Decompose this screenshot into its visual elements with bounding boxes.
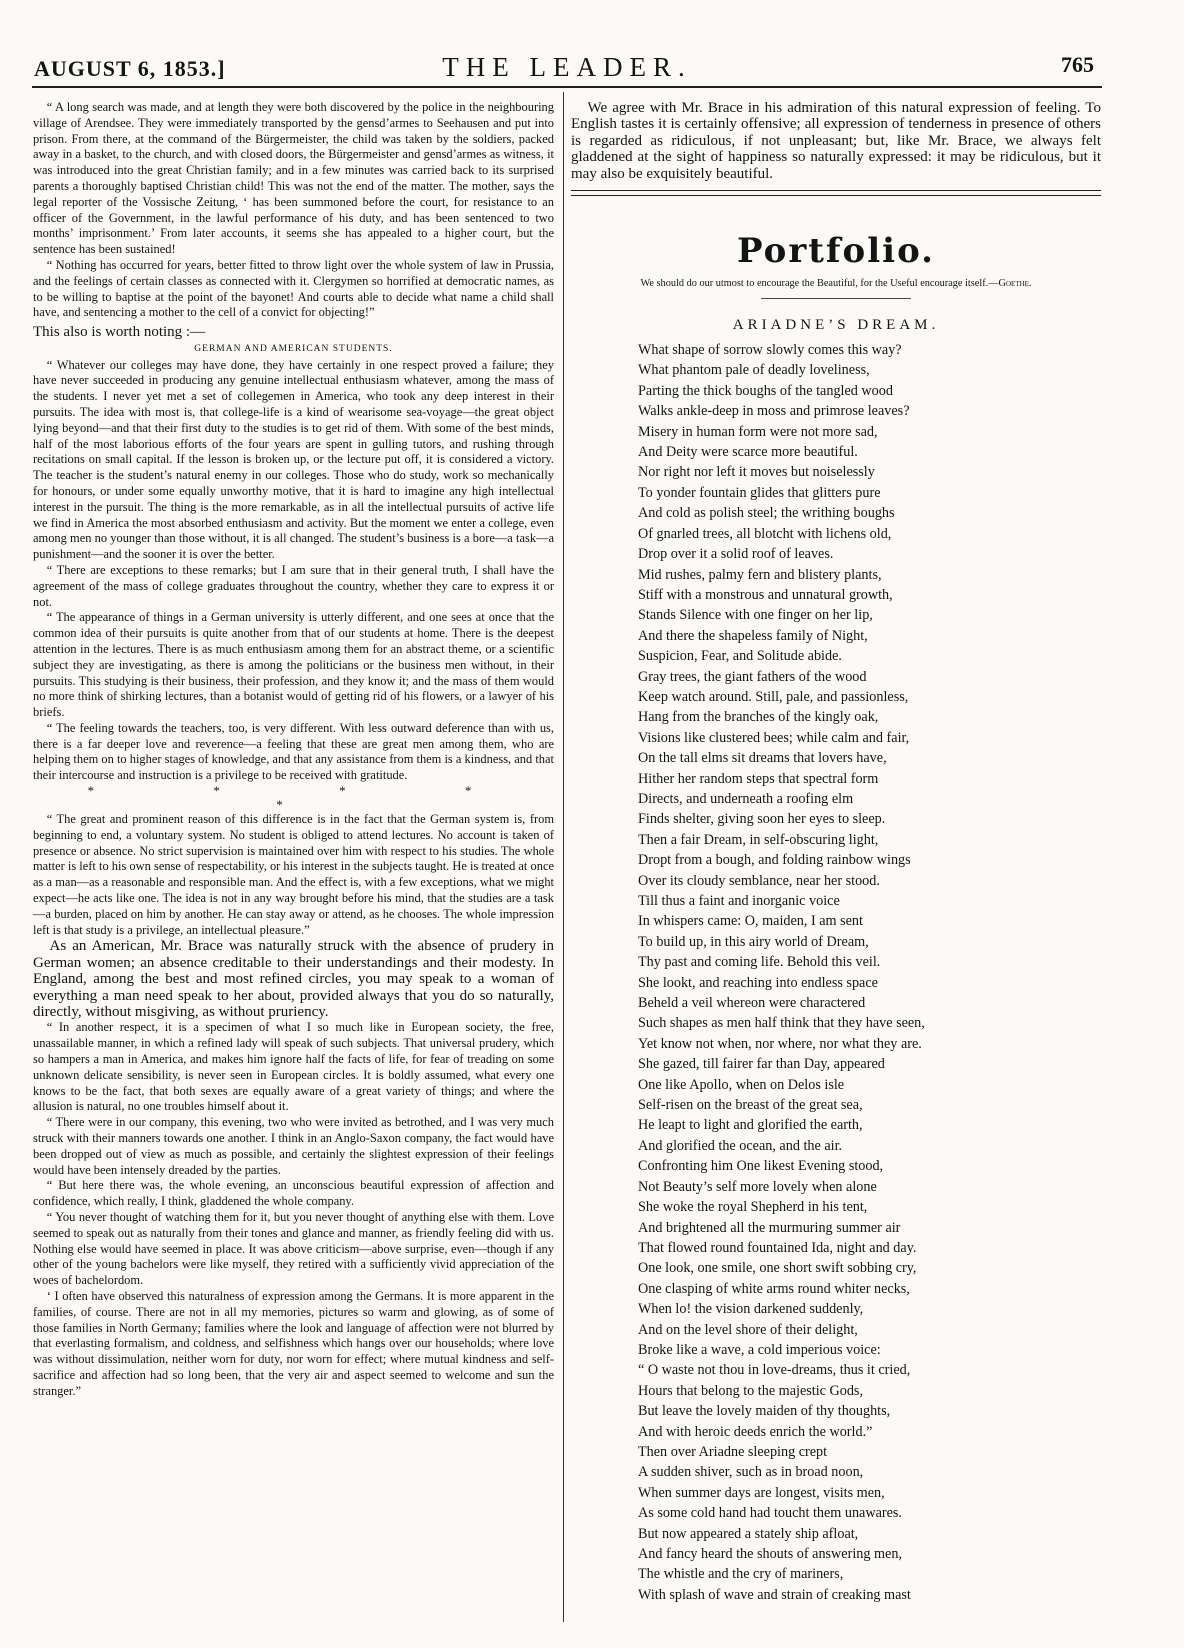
poem-line: Suspicion, Fear, and Solitude abide. [638,648,842,665]
poem-line: Then over Ariadne sleeping crept [638,1443,828,1460]
poem-line: Beheld a veil whereon were charactered [638,995,866,1012]
poem-line: What shape of sorrow slowly comes this way? [638,342,902,359]
poem-line: And brightened all the murmuring summer air [638,1219,901,1236]
poem-line: Parting the thick boughs of the tangled wood [638,382,893,399]
poem-line: When summer days are longest, visits men, [638,1484,885,1501]
paragraph: “ Nothing has occurred for years, better fitted to throw light over the whole system of law in Prussia, and the feelings of certain classes as connected with it. Clergymen so horrified at democratic names, as to be willing to baptise at the point of the bayonet! And courts able to decide what name a child shall have, and sentencing a mother to the cell of a convict for objecting!” [33,257,554,320]
poem-line: And glorified the ocean, and the air. [638,1137,843,1154]
poem-line: Keep watch around. Still, pale, and passionless, [638,688,909,705]
poem-line: As some cold hand had toucht them unawares. [638,1505,902,1522]
poem-line: Dropt from a bough, and folding rainbow wings [638,852,911,869]
poem-line: But now appeared a stately ship afloat, [638,1525,859,1542]
paragraph: As an American, Mr. Brace was naturally struck with the absence of prudery in German women; an absence creditable to their understandings and their modesty. In England, among the best and most refined circles, you may speak to a woman of everything a man need speak to her about, provided always that you do so naturally, directly, without misgiving, as without pruriency. [33,938,554,1021]
poem-line: In whispers came: O, maiden, I am sent [638,913,863,930]
poem-line: She lookt, and reaching into endless space [638,974,878,991]
asterism: * * * * * [87,783,530,813]
section-subhead: GERMAN AND AMERICAN STUDENTS. [194,343,393,354]
paragraph: “ There were in our company, this evening, two who were invited as betrothed, and I was very much struck with their manners towards one another. I think in an Anglo-Saxon company, the fact would have been dropped out of view as much as possible, and certainly the slightest expression of their feelings would have been intensely dreaded by the parties. [33,1115,554,1177]
poem-line: One clasping of white arms round whiter necks, [638,1280,910,1297]
poem-line: Not Beauty’s self more lovely when alone [638,1178,877,1195]
poem-line: Broke like a wave, a cold imperious voice: [638,1341,881,1358]
note-line: This also is worth noting :— [33,324,206,341]
portfolio-heading: Portfolio. [736,231,935,272]
poem-line: Till thus a faint and inorganic voice [638,893,840,909]
poem-line: On the tall elms sit dreams that lovers have, [638,750,887,767]
motto-author: Goethe. [998,278,1032,290]
poem-line: Stiff with a monstrous and unnatural growth, [638,586,893,603]
poem-line: And fancy heard the shouts of answering men, [638,1546,902,1562]
paragraph: “ There are exceptions to these remarks; but I am sure that in their general truth, I shall have the agreement of the mass of college graduates throughout the country, whether they care to express it or not. [33,562,554,609]
poem-line: And on the level shore of their delight, [638,1321,858,1338]
paragraph: “ A long search was made, and at length they were both discovered by the police in the neighbouring village of Arendsee. They were immediately transported by the gensd’armes to Seehausen and put into prison. From there, at the command of the Bürgermeister, the child was taken by the soldiers, packed away in a basket, to the church, and with closed doors, the Bürgermeister and gensd’armes as witness, it was introduced into the great Christian family; and in a few minutes was carried back to its surprised parents a thoroughly baptised Christian child! This was not the end of the matter. The mother, says the legal reporter of the Vossische Zeitung, ‘ has been summoned before the court, for resistance to an officer of the Government, in the lawful performance of his duty, and has been sentenced to two months’ imprisonment.’ From later accounts, it seems she has appealed to a higher court, but the sentence has been sustained! [33,100,554,257]
poem-line: She woke the royal Shepherd in his tent, [638,1199,868,1216]
paragraph: “ Whatever our colleges may have done, they have certainly in one respect proved a failure; they have never succeeded in producing any genuine intellectual enthusiasm whatever, among the mass of the students. I never yet met a set of collegemen in America, who took any deep interest in their pursuits. The idea with most is, that college-life is a kind of wearisome sea-voyage—the great object lying beyond—and that their first duty to the studies is to get rid of them. With some of the best minds, half of the most laborious efforts of the four years are spent in gulling tutors, and rushing through recitations on small capital. If the lesson is broken up, or the lecture put off, it is considered a victory. The teacher is the student’s natural enemy in our colleges. Those who do study, work so mechanically for honours, or under some equally unworthy motive, that it is hard to imagine any high intellectual interest in the pursuit. The thing is the more remarkable, as in all the intellectual pursuits of active life we find in America the most absorbed enthusiasm and activity. But the moment we enter a college, even among men no younger than those without, it is all changed. The student’s business is a bore—a task—a punishment—and the sooner it is over the better. [33,357,554,562]
page-number: 765 [1061,52,1094,77]
poem-line: Mid rushes, palmy fern and blistery plants, [638,566,882,583]
poem-line: Then a fair Dream, in self-obscuring light, [638,831,879,848]
poem-line: When lo! the vision darkened suddenly, [638,1301,864,1318]
poem-line: Nor right nor left it moves but noiselessly [638,464,875,481]
poem-line: The whistle and the cry of mariners, [638,1566,844,1583]
poem-line: One look, one smile, one short swift sobbing cry, [638,1260,917,1277]
motto-text: We should do our utmost to encourage the Beautiful, for the Useful encourage itself.— [640,278,999,290]
column-divider [563,92,564,1622]
poem-line: Gray trees, the giant fathers of the wood [638,668,867,685]
poem-line: Visions like clustered bees; while calm and fair, [638,729,910,746]
poem [638,340,1101,1605]
poem-line: Hours that belong to the majestic Gods, [638,1382,863,1399]
poem-line: And with heroic deeds enrich the world.” [638,1423,873,1440]
poem-line: To build up, in this airy world of Dream, [638,933,869,950]
poem-line: What phantom pale of deadly loveliness, [638,362,870,379]
header-rule [32,86,1102,88]
page-header [32,42,1102,82]
poem-line: Directs, and underneath a roofing elm [638,790,854,807]
issue-date: AUGUST 6, 1853.] [34,56,226,81]
poem-line: Drop over it a solid roof of leaves. [638,546,834,563]
poem-line: Walks ankle-deep in moss and primrose leaves? [638,403,910,420]
paragraph: “ You never thought of watching them for it, but you never thought of anything else with them. Love seemed to speak out as naturally from their tones and glance and manner, as friendly feeling did with us. Nothing else would have seemed in place. It was above criticism—above surprise, even—though if any other of the young bachelors were like myself, they retired with a sufficiently vivid appreciation of the woes of bachelordom. [33,1210,554,1288]
poem-line: That flowed round fountained Ida, night and day. [638,1239,917,1256]
paragraph: “ The great and prominent reason of this difference is in the fact that the German system is, from beginning to end, a voluntary system. No student is obliged to attend lectures. No account is taken of presence or absence. No strict supervision is maintained over him with respect to his studies. The whole matter is left to his own sense of respectability, or his interest in the subjects taught. He is treated at once as a man—as a reasonable and responsible man. And the effect is, with a few exceptions, what we might expect—he acts like one. The idea is not in any way brought before his mind, that the studies are a task—a burden, placed on him by another. He can stay away or attend, as he chooses. The whole impression left is that study is a privilege, an intellectual pleasure.” [33,812,554,937]
double-rule [571,190,1101,196]
paragraph: ‘ I often have observed this naturalness of expression among the Germans. It is more apparent in the families, of course. There are not in all my memories, pictures so warm and glowing, as of some of those families in North Germany; families where the look and language of affection were not blurred by that everlasting formalism, and coldness, and selfishness which hangs over our households; where love was without dissimulation, neither worn for duty, nor worn for effect; where mutual kindness and self-sacrifice and affection had so long been, that the very air and aspect seemed to welcome and sun the stranger.” [33,1289,554,1398]
poem-line: Of gnarled trees, all blotcht with lichens old, [638,525,892,542]
left-column [33,100,554,1400]
poem-line: And Deity were scarce more beautiful. [638,444,858,461]
poem-line: But leave the lovely maiden of thy thoughts, [638,1403,891,1420]
poem-line: Finds shelter, giving soon her eyes to sleep. [638,811,886,828]
poem-line: Hither her random steps that spectral form [638,770,879,787]
poem-line: Hang from the branches of the kingly oak, [638,709,879,726]
motto [579,278,1093,290]
poem-line: With splash of wave and strain of creaking mast [638,1586,911,1603]
poem-line: “ O waste not thou in love-dreams, thus it cried, [638,1362,911,1379]
intro-paragraph: We agree with Mr. Brace in his admiration of this natural expression of feeling. To English tastes it is certainly offensive; all expression of tenderness in presence of others is regarded as ridiculous, if not unpleasant; but, like Mr. Brace, we always felt gladdened at the sight of happiness so naturally expressed: it may be ridiculous, but it may also be exquisitely beautiful. [571,100,1101,182]
poem-line: Stands Silence with one finger on her lip, [638,607,873,624]
poem-line: One like Apollo, when on Delos isle [638,1076,845,1093]
poem-line: He leapt to light and glorified the earth, [638,1117,863,1134]
paragraph: “ In another respect, it is a specimen of what I so much like in European society, the free, unassailable manner, in which a refined lady will speak of such subjects. That universal prudery, which so hampers a man in America, and makes him ignore half the facts of life, for fear of treading on some unknown delicate sensibility, is never seen in European circles. It is boldly assumed, what every one knows to be the fact, that both sexes are equally aware of a great variety of things; and where the allusion is natural, no one troubles himself about it. [33,1020,554,1114]
poem-line: Such shapes as men half think that they have seen, [638,1015,925,1032]
right-column [571,100,1101,1605]
poem-line: She gazed, till fairer far than Day, appeared [638,1056,885,1073]
poem-line: And there the shapeless family of Night, [638,627,868,644]
paragraph: “ The appearance of things in a German university is utterly different, and one sees at once that the common idea of their pursuits is quite another from that of our students at home. There is the deepest attention in the lectures. There is as much enthusiasm among them for an abstract theme, or a scientific subject they are investigating, as there is among the politicians or the business men without, in their pursuits. This studying is their business, their profession, and they know it; and the mass of them would no more think of shirking lectures, than a botanist would of getting rid of his flowers, or a lawyer of his briefs. [33,610,554,720]
poem-line: Confronting him One likest Evening stood, [638,1158,884,1175]
poem-line: To yonder fountain glides that glitters pure [638,484,881,501]
poem-line: Thy past and coming life. Behold this veil. [638,954,881,971]
paragraph: “ But here there was, the whole evening, an unconscious beautiful expression of affection and confidence, which really, I think, gladdened the whole company. [33,1178,554,1209]
poem-line: Misery in human form were not more sad, [638,423,878,440]
short-rule [761,298,911,299]
poem-line: Over its cloudy semblance, near her stood. [638,872,880,889]
paragraph: “ The feeling towards the teachers, too, is very different. With less outward deference than with us, there is a far deeper love and reverence—a feeling that these are great men among them, who are helping them on to higher stages of knowledge, and that any assistance from them is a kindness, and that their intercourse and instruction is a privilege to be received with gratitude. [33,720,554,783]
poem-line: Yet know not when, nor where, nor what they are. [638,1035,922,1052]
poem-line: And cold as polish steel; the writhing boughs [638,505,895,522]
poem-line: A sudden shiver, such as in broad noon, [638,1464,864,1481]
masthead-title: THE LEADER. [442,52,692,82]
poem-line: Self-risen on the breast of the great sea, [638,1097,863,1114]
poem-title: ARIADNE’S DREAM. [732,317,940,334]
